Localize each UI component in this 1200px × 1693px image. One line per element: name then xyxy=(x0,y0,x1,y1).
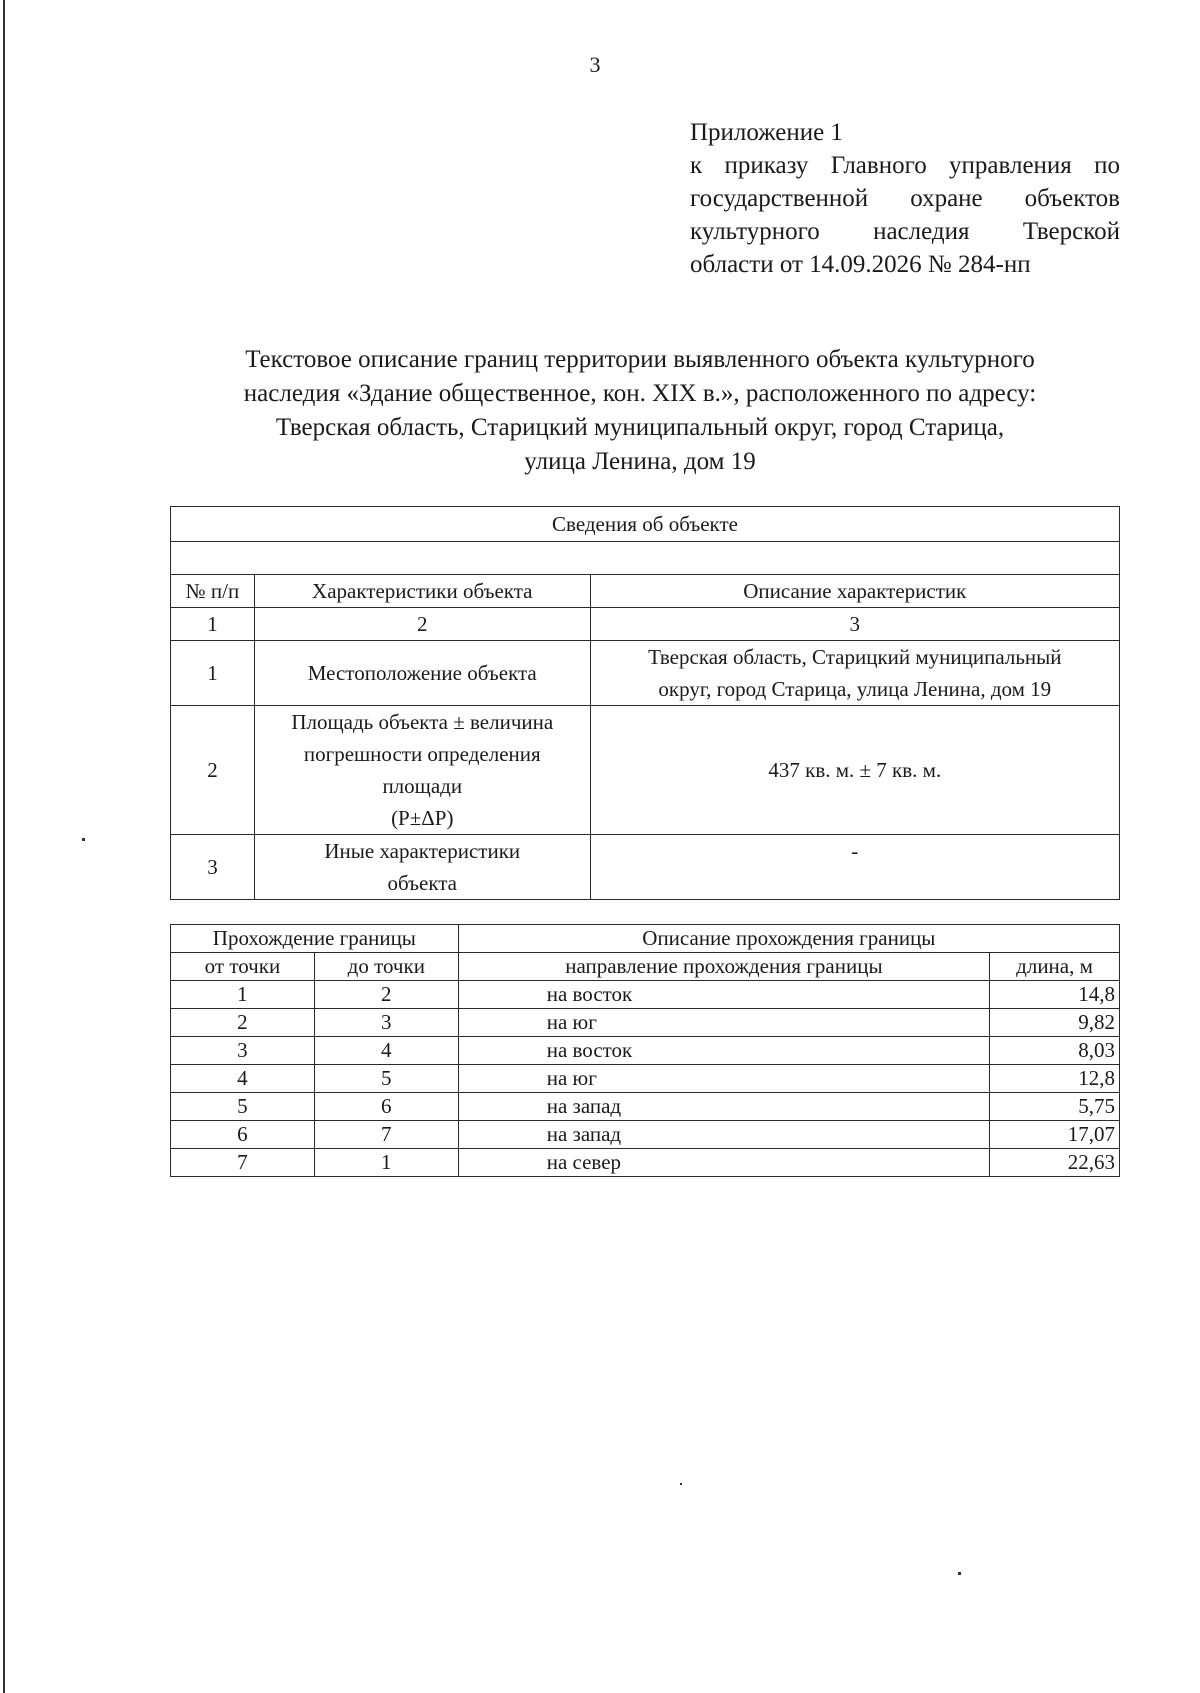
from-point: 1 xyxy=(171,981,315,1009)
column-number: 3 xyxy=(590,608,1119,641)
name-line: (P±ΔP) xyxy=(391,806,454,830)
title-line: Текстовое описание границ территории выявленного объекта культурного xyxy=(245,346,1035,373)
appendix-line: культурного наследия Тверской xyxy=(690,218,1120,245)
table-row xyxy=(171,1009,1120,1037)
length: 22,63 xyxy=(990,1149,1120,1177)
from-point: 3 xyxy=(171,1037,315,1065)
characteristic-value: - xyxy=(590,835,1119,900)
name-line: Иные характеристики xyxy=(324,839,521,863)
column-header: № п/п xyxy=(171,575,255,608)
length: 9,82 xyxy=(990,1009,1120,1037)
title-line: Тверская область, Старицкий муниципальный округ, город Старица, xyxy=(275,414,1005,441)
to-point: 6 xyxy=(314,1093,458,1121)
header-group-right: Описание прохождения границы xyxy=(458,925,1119,953)
length: 12,8 xyxy=(990,1065,1120,1093)
to-point: 3 xyxy=(314,1009,458,1037)
from-point: 2 xyxy=(171,1009,315,1037)
row-number: 3 xyxy=(171,835,255,900)
boundary-table xyxy=(170,924,1120,1177)
column-header-direction: направление прохождения границы xyxy=(458,953,989,981)
direction: на запад xyxy=(458,1121,989,1149)
direction: на север xyxy=(458,1149,989,1177)
name-line: площади xyxy=(382,774,463,798)
scan-speck xyxy=(680,1483,682,1485)
value-line: Тверская область, Старицкий муниципальный xyxy=(648,645,1062,669)
direction: на восток xyxy=(458,1037,989,1065)
table-caption: Сведения об объекте xyxy=(171,507,1120,542)
to-point: 2 xyxy=(314,981,458,1009)
scan-speck xyxy=(958,1572,961,1575)
to-point: 7 xyxy=(314,1121,458,1149)
column-header-to: до точки xyxy=(314,953,458,981)
characteristic-name: Местоположение объекта xyxy=(254,641,590,706)
appendix-line: области от 14.09.2026 № 284-нп xyxy=(690,251,1031,278)
column-header-from: от точки xyxy=(171,953,315,981)
table-row xyxy=(171,1065,1120,1093)
appendix-header xyxy=(690,116,1120,281)
characteristic-name xyxy=(254,706,590,835)
characteristic-value: 437 кв. м. ± 7 кв. м. xyxy=(590,706,1119,835)
title-line: наследия «Здание общественное, кон. XIX в.», расположенного по адресу: xyxy=(243,380,1037,407)
name-line: объекта xyxy=(387,871,458,895)
row-number: 1 xyxy=(171,641,255,706)
to-point: 1 xyxy=(314,1149,458,1177)
from-point: 7 xyxy=(171,1149,315,1177)
title-line: улица Ленина, дом 19 xyxy=(524,448,756,475)
document-title xyxy=(160,343,1120,479)
from-point: 5 xyxy=(171,1093,315,1121)
table-row xyxy=(171,1149,1120,1177)
empty-row xyxy=(171,542,1120,575)
length: 14,8 xyxy=(990,981,1120,1009)
table-row xyxy=(171,1093,1120,1121)
from-point: 6 xyxy=(171,1121,315,1149)
column-header: Описание характеристик xyxy=(590,575,1119,608)
appendix-line: государственной охране объектов xyxy=(690,185,1120,212)
table-row xyxy=(171,1037,1120,1065)
length: 17,07 xyxy=(990,1121,1120,1149)
characteristic-value xyxy=(590,641,1119,706)
scan-speck xyxy=(82,838,85,841)
column-number: 1 xyxy=(171,608,255,641)
length: 8,03 xyxy=(990,1037,1120,1065)
column-header: Характеристики объекта xyxy=(254,575,590,608)
table-row xyxy=(171,1121,1120,1149)
table-row xyxy=(171,706,1120,835)
row-number: 2 xyxy=(171,706,255,835)
length: 5,75 xyxy=(990,1093,1120,1121)
direction: на юг xyxy=(458,1009,989,1037)
direction: на юг xyxy=(458,1065,989,1093)
header-group-left: Прохождение границы xyxy=(171,925,459,953)
table-row xyxy=(171,981,1120,1009)
appendix-line: к приказу Главного управления по xyxy=(690,152,1120,179)
column-header-length: длина, м xyxy=(990,953,1120,981)
table-row xyxy=(171,835,1120,900)
to-point: 4 xyxy=(314,1037,458,1065)
appendix-line: Приложение 1 xyxy=(690,119,843,146)
value-line: округ, город Старица, улица Ленина, дом 19 xyxy=(658,677,1052,701)
to-point: 5 xyxy=(314,1065,458,1093)
page-number: 3 xyxy=(589,52,601,77)
table-row xyxy=(171,641,1120,706)
scan-edge-line xyxy=(3,0,5,1693)
object-info-table xyxy=(170,506,1120,900)
direction: на восток xyxy=(458,981,989,1009)
name-line: Площадь объекта ± величина xyxy=(291,710,554,734)
column-number: 2 xyxy=(254,608,590,641)
name-line: погрешности определения xyxy=(303,742,541,766)
characteristic-name xyxy=(254,835,590,900)
direction: на запад xyxy=(458,1093,989,1121)
from-point: 4 xyxy=(171,1065,315,1093)
